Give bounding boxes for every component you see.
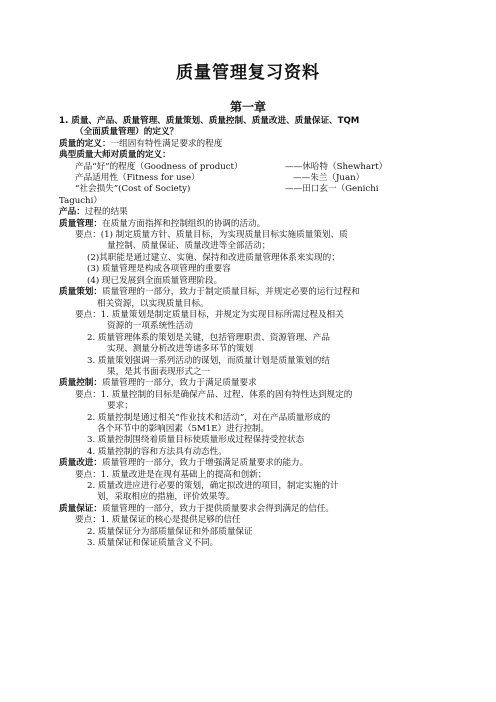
- chapter-heading: 第一章: [229, 100, 266, 114]
- definition-label: 质量管理：: [59, 218, 102, 229]
- point-line: (2)其职能是通过建立、实施、保持和改进质量管理体系来实现的；: [87, 252, 340, 263]
- master-definition: 产品适用性（Fitness for use）: [75, 173, 200, 184]
- point-line: 实现、测量分析改进等诸多环节的策划: [107, 344, 254, 355]
- definition-text: 质量管理的一部分，致力于制定质量目标，并规定必要的运行过程和: [101, 287, 360, 298]
- definition-label: 质量保证：: [59, 503, 102, 514]
- master-row: [59, 184, 459, 195]
- point-line: 4. 质量控制的容和方法具有动态性。: [87, 446, 227, 457]
- point-line: (3) 质量管理是构成各项管理的重要容: [87, 264, 231, 275]
- point-line: 要点：(1) 制定质量方针、质量目标，为实现质量目标实施质量策划、质: [75, 230, 348, 241]
- document-body: [59, 116, 459, 549]
- definition-text: 过程的结果: [84, 207, 128, 218]
- master-row: [59, 173, 459, 184]
- point-line: 2. 质量管理体系的策划是关键，包括管理职责、资源管理、产品: [87, 332, 330, 343]
- point-line: 量控制、质量保证、质量改进等全部活动；: [107, 241, 271, 252]
- point-line: 要点：1. 质量保证的核心是提供足够的信任: [75, 515, 241, 526]
- definition-text: 质量管理的一部分，致力于满足质量要求: [101, 378, 257, 389]
- point-line: 要点：1. 质量策划是制定质量目标，并规定为实现目标所需过程及相关: [75, 309, 344, 320]
- point-line: 要求；: [107, 401, 133, 412]
- master-row-cont: Taguchi）: [59, 195, 102, 206]
- definition-text: 一组固有特性满足要求的程度: [110, 138, 223, 149]
- point-line: 要点：1. 质量控制的目标是确保产品、过程、体系的固有特性达到规定的: [75, 389, 353, 400]
- definition-quality-control: [59, 378, 459, 389]
- point-line: 3. 质量控制围绕着质量目标使质量形成过程保持受控状态: [87, 435, 305, 446]
- master-name: ——朱兰（Juan）: [293, 173, 365, 184]
- masters-heading: 典型质量大师对质量的定义：: [59, 150, 171, 161]
- master-definition: “社会损失”(Cost of Society): [75, 184, 191, 195]
- definition-quality-improvement: [59, 458, 459, 469]
- point-line: 各个环节中的影响因素（5M1E）进行控制。: [97, 423, 270, 434]
- definition-label: 质量改进：: [59, 458, 102, 469]
- point-line: 3. 质量策划强调一系列活动的谋划，而质量计划是质量策划的结: [87, 355, 330, 366]
- master-name: ——田口玄一（Genichi: [285, 184, 379, 195]
- point-line: 划，采取相应的措施，评价效果等。: [97, 492, 235, 503]
- master-name: ——休哈特（Shewhart）: [285, 161, 388, 172]
- point-line: 2. 质量控制是通过相关“作业技术和活动”，对在产品质量形成的: [87, 412, 331, 423]
- question-line: 1. 质量、产品、质量管理、质量策划、质量控制、质量改进、质量保证、TQM: [59, 116, 360, 126]
- point-line: 要点：1. 质量改进是在现有基础上的提高和创新；: [75, 469, 267, 480]
- point-line: (4) 现已发展到全面质量管理阶段。: [87, 275, 223, 286]
- document-title: 质量管理复习资料: [176, 63, 320, 83]
- definition-text: 在质量方面指挥和控制组织的协调的活动。: [101, 218, 266, 229]
- definition-product: [59, 207, 459, 218]
- definition-quality-management: [59, 219, 459, 230]
- point-line: 果，是其书面表现形式之一: [107, 366, 211, 377]
- definition-text: 质量管理的一部分，致力于增强满足质量要求的能力。: [101, 458, 309, 469]
- point-line: 3. 质量保证和保证质量含义不同。: [87, 538, 219, 549]
- definition-text: 质量管理的一部分，致力于提供质量要求会得到满足的信任。: [101, 503, 335, 514]
- definition-label: 质量策划：: [59, 287, 102, 298]
- master-row: [59, 162, 459, 173]
- definition-label: 质量控制：: [59, 378, 102, 389]
- definition-label: 产品：: [59, 207, 85, 218]
- master-definition: 产品“好”的程度（Goodness of product）: [75, 161, 243, 172]
- definition-quality-planning: [59, 287, 459, 298]
- definition-quality: [59, 139, 459, 150]
- point-line: 2. 质量改进应进行必要的策划，确定拟改进的项目，制定实施的计: [87, 481, 339, 491]
- definition-quality-assurance: [59, 504, 459, 515]
- definition-text-cont: 相关资源，以实现质量目标。: [97, 298, 209, 309]
- question-line-cont: （全面质量管理）的定义？: [75, 127, 179, 138]
- definition-label: 质量的定义：: [59, 138, 111, 149]
- point-line: 2. 质量保证分为部质量保证和外部质量保证: [87, 526, 253, 537]
- point-line: 资源的一项系统性活动: [107, 321, 193, 332]
